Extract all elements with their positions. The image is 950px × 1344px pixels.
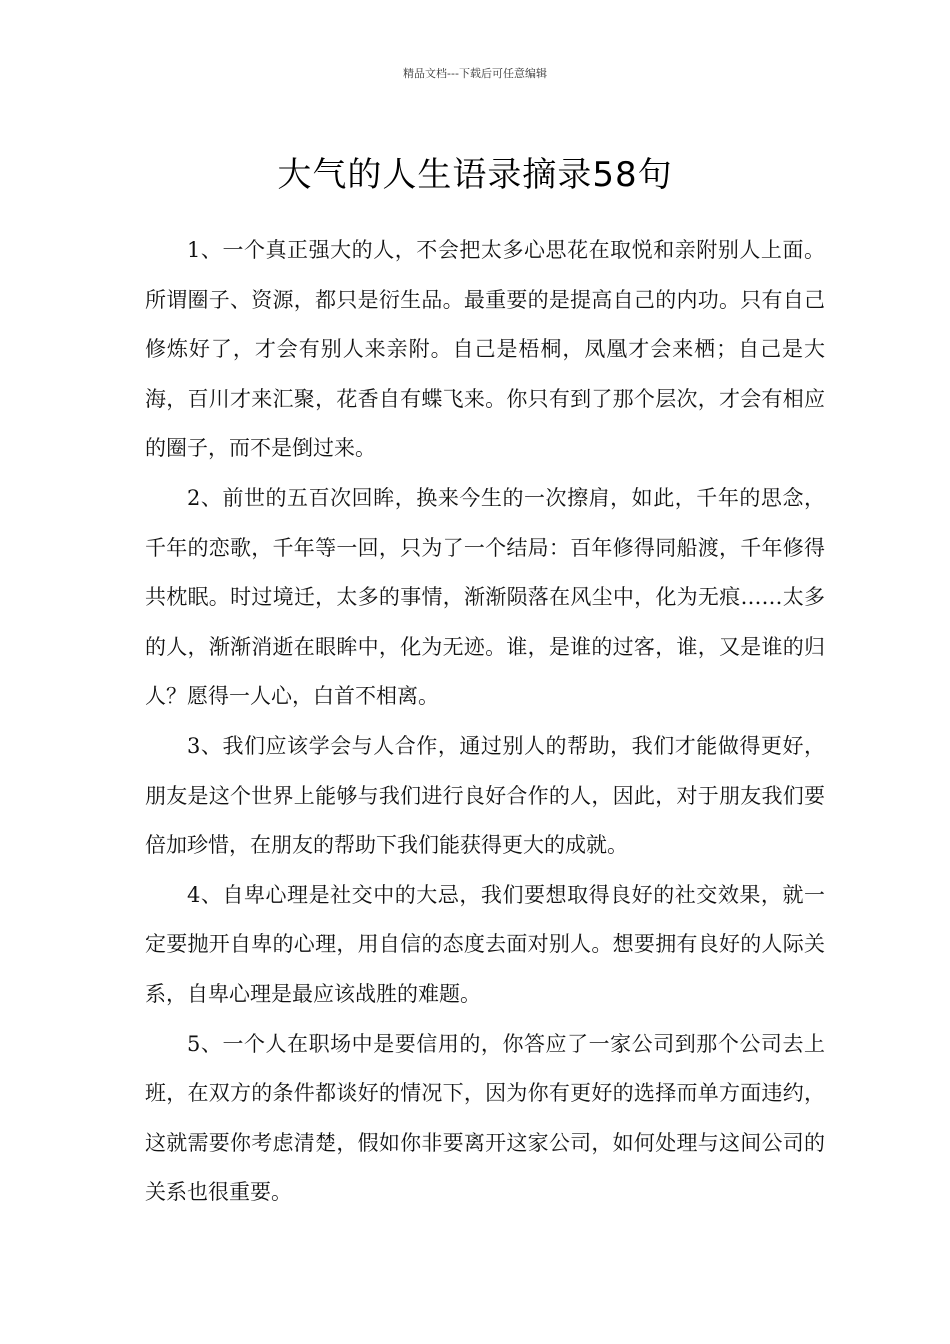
paragraph-3: 3、我们应该学会与人合作，通过别人的帮助，我们才能做得更好，朋友是这个世界上能够与我们进行良好合作的人，因此，对于朋友我们要倍加珍惜，在朋友的帮助下我们能获得更大的成就。 (145, 733, 825, 858)
document-body (145, 226, 825, 1218)
paragraph-5: 5、一个人在职场中是要信用的，你答应了一家公司到那个公司去上班，在双方的条件都谈好的情况下，因为你有更好的选择而单方面违约，这就需要你考虑清楚，假如你非要离开这家公司，如何处理与这间公司的关系也很重要。 (145, 1031, 825, 1205)
document-title: 大气的人生语录摘录58句 (277, 154, 673, 195)
paragraph-1: 1、一个真正强大的人，不会把太多心思花在取悦和亲附别人上面。所谓圈子、资源，都只是衍生品。最重要的是提高自己的内功。只有自己修炼好了，才会有别人来亲附。自己是梧桐，凤凰才会来栖；自己是大海，百川才来汇聚，花香自有蝶飞来。你只有到了那个层次，才会有相应的圈子，而不是倒过来。 (145, 238, 825, 461)
paragraph-4: 4、自卑心理是社交中的大忌，我们要想取得良好的社交效果，就一定要抛开自卑的心理，用自信的态度去面对别人。想要拥有良好的人际关系，自卑心理是最应该战胜的难题。 (145, 882, 825, 1006)
paragraph-2: 2、前世的五百次回眸，换来今生的一次擦肩，如此，千年的思念，千年的恋歌，千年等一回，只为了一个结局：百年修得同船渡，千年修得共枕眠。时过境迁，太多的事情，渐渐陨落在风尘中，化为无痕……太多的人，渐渐消逝在眼眸中，化为无迹。谁，是谁的过客，谁，又是谁的归人？愿得一人心，白首不相离。 (145, 485, 825, 709)
document-header-note: 精品文档---下载后可任意编辑 (403, 67, 547, 80)
